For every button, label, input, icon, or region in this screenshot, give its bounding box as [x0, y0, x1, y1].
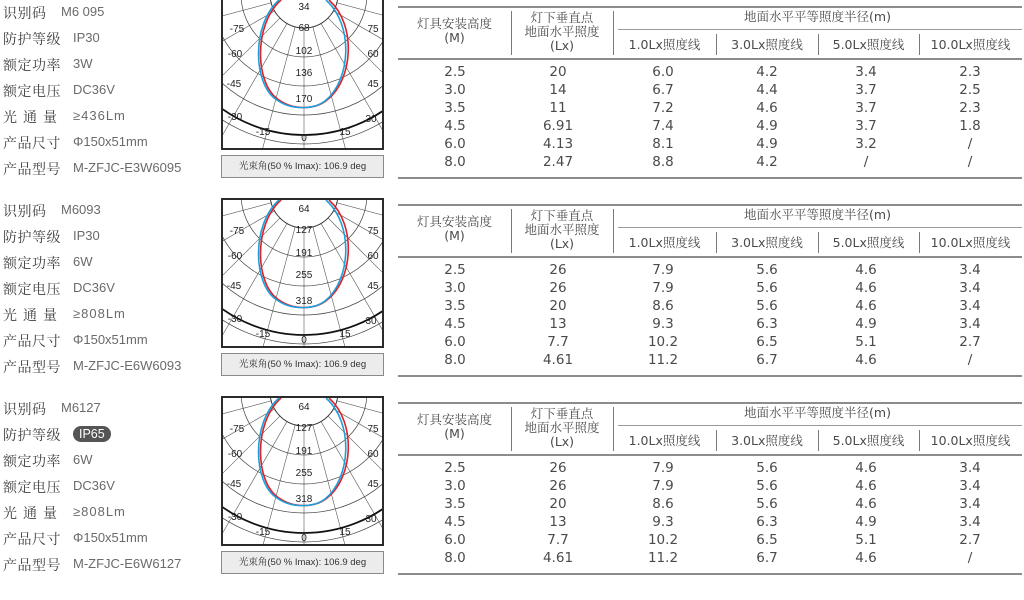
angle-label: 30 [365, 114, 377, 125]
header-radius-1lx: 1.0Lx照度线 [628, 433, 701, 448]
table-cell: 8.8 [652, 154, 674, 170]
table-cell: 13 [549, 514, 567, 530]
polar-light-distribution-chart [221, 0, 384, 150]
header-radius-group: 地面水平平等照度半径(m) [744, 405, 891, 420]
header-radius-10lx: 10.0Lx照度线 [930, 433, 1011, 448]
angle-label: 15 [339, 527, 351, 538]
spec-value-model: M-ZFJC-E6W6093 [73, 358, 182, 373]
table-cell: 4.9 [756, 118, 778, 134]
angle-label: -30 [227, 112, 243, 123]
table-cell: 7.9 [652, 280, 674, 296]
illuminance-table [398, 0, 1022, 180]
table-cell: 4.6 [855, 550, 877, 566]
table-cell: / [967, 550, 973, 566]
group-header-rule [618, 29, 1022, 30]
table-cell: 3.4 [959, 496, 981, 512]
table-top-rule [398, 204, 1022, 206]
spec-value-size: Φ150x51mm [73, 530, 148, 545]
angle-label-zero: 0 [301, 335, 307, 346]
angle-label: -15 [255, 127, 271, 138]
angle-label: -30 [227, 314, 243, 325]
header-radius-10lx: 10.0Lx照度线 [930, 235, 1011, 250]
header-bottom-rule [398, 454, 1022, 456]
table-cell: 4.6 [855, 460, 877, 476]
angle-label: 60 [367, 449, 379, 460]
table-cell: 4.61 [542, 550, 574, 566]
table-cell: 3.5 [444, 496, 466, 512]
header-center-illuminance [511, 407, 613, 449]
spec-value-size: Φ150x51mm [73, 134, 148, 149]
table-cell: 6.7 [652, 82, 674, 98]
spec-value-power: 3W [73, 56, 93, 71]
header-text: 灯具安装高度 [416, 214, 492, 229]
angle-label: -75 [229, 226, 245, 237]
spec-value-voltage: DC36V [73, 280, 115, 295]
table-cell: 3.4 [959, 298, 981, 314]
table-bottom-rule [398, 573, 1022, 575]
spec-label: 光通量 [3, 110, 63, 126]
angle-label-zero: 0 [301, 533, 307, 544]
spec-label: 额定电压 [3, 84, 61, 100]
header-text: 灯下垂直点 [530, 10, 594, 25]
angle-label: 75 [367, 424, 379, 435]
table-cell: 4.9 [855, 514, 877, 530]
angle-label: -15 [255, 527, 271, 538]
header-text: 灯具安装高度 [416, 16, 492, 31]
header-unit: (M) [444, 30, 465, 45]
table-cell: / [967, 352, 973, 368]
table-cell: 3.4 [959, 316, 981, 332]
spec-value-size: Φ150x51mm [73, 332, 148, 347]
ring-label: 191 [295, 248, 313, 259]
table-cell: 2.47 [542, 154, 574, 170]
table-cell: 5.6 [756, 280, 778, 296]
header-unit: (Lx) [549, 236, 575, 251]
table-cell: 2.3 [959, 64, 981, 80]
spec-label: 产品型号 [3, 162, 61, 178]
spec-label: 产品尺寸 [3, 532, 61, 548]
table-cell: 11.2 [647, 550, 679, 566]
spec-value-protection [73, 30, 100, 45]
angle-label: 15 [339, 329, 351, 340]
table-cell: 6.0 [444, 334, 466, 350]
table-top-rule [398, 402, 1022, 404]
table-cell: 4.6 [855, 262, 877, 278]
ring-label: 318 [295, 296, 313, 307]
spec-value-protection [73, 426, 111, 442]
ring-label: 127 [295, 423, 313, 434]
table-cell: 5.6 [756, 262, 778, 278]
angle-label: 60 [367, 251, 379, 262]
table-cell: 20 [549, 298, 567, 314]
angle-label: 45 [367, 479, 379, 490]
spec-label: 产品型号 [3, 558, 61, 574]
table-cell: 3.4 [855, 64, 877, 80]
angle-label: -45 [226, 281, 242, 292]
header-center-illuminance [511, 209, 613, 251]
header-radius-5lx: 5.0Lx照度线 [832, 37, 905, 52]
table-cell: 2.5 [959, 82, 981, 98]
header-radius-1lx: 1.0Lx照度线 [628, 235, 701, 250]
table-cell: 26 [549, 478, 567, 494]
spec-label: 额定电压 [3, 480, 61, 496]
table-cell: 3.4 [959, 280, 981, 296]
table-cell: 8.6 [652, 298, 674, 314]
table-cell: 3.0 [444, 478, 466, 494]
angle-label: -75 [229, 424, 245, 435]
header-text: 地面水平照度 [524, 420, 600, 435]
angle-label: 45 [367, 281, 379, 292]
header-radius-10lx: 10.0Lx照度线 [930, 37, 1011, 52]
spec-value-power: 6W [73, 254, 93, 269]
table-cell: 3.7 [855, 82, 877, 98]
header-mount-height [398, 215, 511, 243]
spec-value-protection [73, 228, 100, 243]
table-cell: 4.6 [756, 100, 778, 116]
table-cell: 6.0 [652, 64, 674, 80]
header-unit: (Lx) [549, 434, 575, 449]
spec-label: 额定电压 [3, 282, 61, 298]
table-cell: 2.3 [959, 100, 981, 116]
header-radius-3lx: 3.0Lx照度线 [731, 37, 803, 52]
table-cell: 3.5 [444, 100, 466, 116]
table-cell: 2.5 [444, 460, 466, 476]
table-cell: 7.7 [547, 334, 569, 350]
angle-label: 75 [367, 226, 379, 237]
angle-label: -15 [255, 329, 271, 340]
table-cell: 8.1 [652, 136, 674, 152]
table-cell: 7.4 [652, 118, 674, 134]
header-radius-group: 地面水平平等照度半径(m) [744, 207, 891, 222]
ring-label: 34 [298, 2, 310, 13]
spec-label: 产品尺寸 [3, 334, 61, 350]
table-cell: 7.9 [652, 262, 674, 278]
table-cell: 3.7 [855, 100, 877, 116]
spec-label: 产品型号 [3, 360, 61, 376]
table-cell: 3.7 [855, 118, 877, 134]
product-block-3 [0, 396, 1024, 594]
ring-label: 102 [295, 46, 313, 57]
header-bottom-rule [398, 256, 1022, 258]
spec-label: 光通量 [3, 506, 63, 522]
table-cell: 4.5 [444, 316, 466, 332]
spec-value-voltage: DC36V [73, 82, 115, 97]
angle-label: 60 [367, 49, 379, 60]
table-cell: 8.0 [444, 154, 466, 170]
table-cell: 13 [549, 316, 567, 332]
table-cell: 6.7 [756, 550, 778, 566]
table-cell: 3.4 [959, 262, 981, 278]
table-cell: 4.6 [855, 352, 877, 368]
table-cell: 6.7 [756, 352, 778, 368]
spec-value-id-code: M6127 [61, 400, 101, 415]
header-radius-3lx: 3.0Lx照度线 [731, 433, 803, 448]
product-block-1 [0, 0, 1024, 198]
illuminance-table [398, 396, 1022, 576]
table-cell: 9.3 [652, 514, 674, 530]
ring-label: 136 [295, 68, 313, 79]
header-radius-5lx: 5.0Lx照度线 [832, 235, 905, 250]
table-cell: 6.0 [444, 532, 466, 548]
table-cell: 3.0 [444, 280, 466, 296]
header-unit: (M) [444, 426, 465, 441]
header-unit: (Lx) [549, 38, 575, 53]
angle-label: -45 [226, 79, 242, 90]
table-cell: / [967, 154, 973, 170]
table-cell: 10.2 [647, 532, 679, 548]
table-cell: 3.0 [444, 82, 466, 98]
table-cell: 5.6 [756, 460, 778, 476]
illuminance-table [398, 198, 1022, 378]
header-unit: (M) [444, 228, 465, 243]
protection-value: IP30 [73, 228, 100, 243]
table-cell: 5.6 [756, 478, 778, 494]
header-text: 地面水平照度 [524, 222, 600, 237]
table-cell: 1.8 [959, 118, 981, 134]
ring-label: 170 [295, 94, 313, 105]
table-cell: 26 [549, 280, 567, 296]
header-radius-1lx: 1.0Lx照度线 [628, 37, 701, 52]
table-cell: 14 [549, 82, 567, 98]
ring-label: 64 [298, 402, 310, 413]
spec-label: 防护等级 [3, 32, 61, 48]
table-cell: / [967, 136, 973, 152]
table-cell: 3.4 [959, 478, 981, 494]
spec-value-model: M-ZFJC-E3W6095 [73, 160, 182, 175]
table-cell: 3.5 [444, 298, 466, 314]
protection-value: IP65 [73, 426, 111, 442]
polar-grid [223, 200, 384, 348]
protection-value: IP30 [73, 30, 100, 45]
table-cell: 3.2 [855, 136, 877, 152]
table-cell: 6.3 [756, 316, 778, 332]
table-cell: 5.1 [855, 334, 877, 350]
table-cell: 4.2 [756, 64, 778, 80]
header-center-illuminance [511, 11, 613, 53]
angle-label: 45 [367, 79, 379, 90]
table-cell: 11 [549, 100, 567, 116]
table-bottom-rule [398, 375, 1022, 377]
ring-label: 191 [295, 446, 313, 457]
table-cell: 7.9 [652, 460, 674, 476]
table-cell: 4.4 [756, 82, 778, 98]
table-cell: 2.5 [444, 64, 466, 80]
table-cell: 7.2 [652, 100, 674, 116]
header-text: 地面水平照度 [524, 24, 600, 39]
table-cell: 8.6 [652, 496, 674, 512]
spec-label: 识别码 [3, 6, 47, 22]
spec-label: 额定功率 [3, 58, 61, 74]
table-cell: 4.5 [444, 118, 466, 134]
table-cell: 6.5 [756, 532, 778, 548]
table-cell: 4.9 [756, 136, 778, 152]
table-cell: 8.0 [444, 352, 466, 368]
polar-grid [223, 398, 384, 546]
angle-label: -75 [229, 24, 245, 35]
header-text: 灯下垂直点 [530, 406, 594, 421]
spec-label: 产品尺寸 [3, 136, 61, 152]
spec-value-flux: ≥808Lm [73, 504, 126, 519]
table-cell: 5.1 [855, 532, 877, 548]
spec-label: 光通量 [3, 308, 63, 324]
ring-label: 318 [295, 494, 313, 505]
spec-label: 防护等级 [3, 230, 61, 246]
table-cell: 6.91 [542, 118, 574, 134]
table-cell: 8.0 [444, 550, 466, 566]
polar-light-distribution-chart [221, 198, 384, 348]
table-cell: 9.3 [652, 316, 674, 332]
table-cell: 20 [549, 64, 567, 80]
group-header-rule [618, 425, 1022, 426]
ring-label: 255 [295, 468, 313, 479]
spec-label: 额定功率 [3, 454, 61, 470]
table-cell: 4.6 [855, 496, 877, 512]
spec-value-model: M-ZFJC-E6W6127 [73, 556, 182, 571]
product-block-2 [0, 198, 1024, 396]
spec-label: 识别码 [3, 204, 47, 220]
table-cell: 4.13 [542, 136, 574, 152]
table-cell: 2.7 [959, 532, 981, 548]
table-cell: 4.6 [855, 298, 877, 314]
angle-label: 15 [339, 127, 351, 138]
table-bottom-rule [398, 177, 1022, 179]
header-text: 灯具安装高度 [416, 412, 492, 427]
table-cell: 3.4 [959, 514, 981, 530]
table-cell: 2.5 [444, 262, 466, 278]
table-cell: 6.0 [444, 136, 466, 152]
beam-angle-caption: 光束角(50 % Imax): 106.9 deg [221, 155, 384, 178]
spec-label: 额定功率 [3, 256, 61, 272]
angle-label: 30 [365, 514, 377, 525]
header-mount-height [398, 413, 511, 441]
table-top-rule [398, 6, 1022, 8]
table-cell: 26 [549, 262, 567, 278]
header-text: 灯下垂直点 [530, 208, 594, 223]
table-cell: 20 [549, 496, 567, 512]
table-cell: 4.5 [444, 514, 466, 530]
table-cell: 7.9 [652, 478, 674, 494]
spec-value-flux: ≥808Lm [73, 306, 126, 321]
ring-label: 127 [295, 225, 313, 236]
ring-label: 68 [298, 23, 310, 34]
header-mount-height [398, 17, 511, 45]
polar-grid [223, 0, 384, 150]
spec-value-power: 6W [73, 452, 93, 467]
table-cell: 6.5 [756, 334, 778, 350]
angle-label: 30 [365, 316, 377, 327]
angle-label: -60 [227, 49, 243, 60]
beam-angle-caption: 光束角(50 % Imax): 106.9 deg [221, 353, 384, 376]
spec-value-flux: ≥436Lm [73, 108, 126, 123]
header-radius-group: 地面水平平等照度半径(m) [744, 9, 891, 24]
spec-value-id-code: M6 095 [61, 4, 105, 19]
header-radius-3lx: 3.0Lx照度线 [731, 235, 803, 250]
angle-label: -60 [227, 449, 243, 460]
beam-angle-caption: 光束角(50 % Imax): 106.9 deg [221, 551, 384, 574]
angle-label: -60 [227, 251, 243, 262]
table-cell: 3.4 [959, 460, 981, 476]
table-cell: 11.2 [647, 352, 679, 368]
table-cell: / [863, 154, 869, 170]
spec-value-voltage: DC36V [73, 478, 115, 493]
table-cell: 10.2 [647, 334, 679, 350]
polar-light-distribution-chart [221, 396, 384, 546]
table-cell: 4.9 [855, 316, 877, 332]
table-cell: 4.6 [855, 478, 877, 494]
table-cell: 6.3 [756, 514, 778, 530]
table-cell: 4.2 [756, 154, 778, 170]
angle-label: -45 [226, 479, 242, 490]
table-cell: 5.6 [756, 298, 778, 314]
spec-label: 识别码 [3, 402, 47, 418]
table-cell: 5.6 [756, 496, 778, 512]
spec-value-id-code: M6093 [61, 202, 101, 217]
angle-label: -30 [227, 512, 243, 523]
header-radius-5lx: 5.0Lx照度线 [832, 433, 905, 448]
table-cell: 4.61 [542, 352, 574, 368]
table-cell: 4.6 [855, 280, 877, 296]
table-cell: 2.7 [959, 334, 981, 350]
angle-label: 75 [367, 24, 379, 35]
table-cell: 7.7 [547, 532, 569, 548]
angle-label-zero: 0 [301, 133, 307, 144]
spec-label: 防护等级 [3, 428, 61, 444]
ring-label: 255 [295, 270, 313, 281]
group-header-rule [618, 227, 1022, 228]
header-bottom-rule [398, 58, 1022, 60]
table-cell: 26 [549, 460, 567, 476]
ring-label: 64 [298, 204, 310, 215]
